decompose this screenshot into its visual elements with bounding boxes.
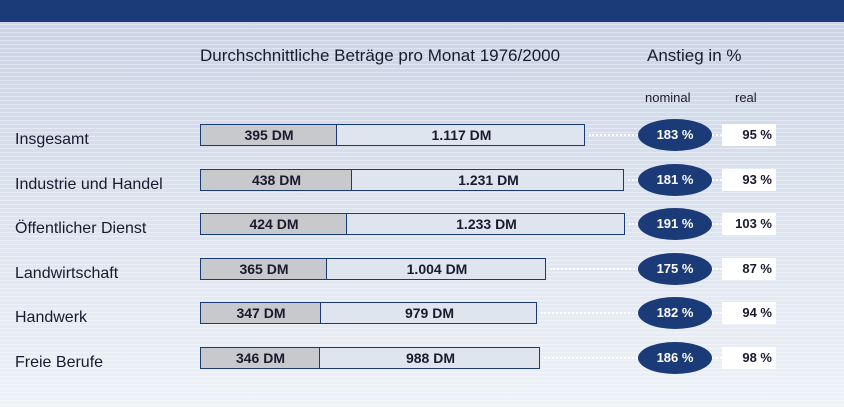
real-increase-box: 87 % (722, 258, 776, 280)
value-label-2000: 1.004 DM (406, 260, 468, 277)
value-label-2000: 1.231 DM (458, 171, 519, 188)
value-label-1976: 365 DM (239, 260, 289, 277)
bar (200, 124, 585, 146)
nominal-increase-badge: 175 % (638, 253, 712, 285)
value-label-1976: 347 DM (236, 305, 286, 322)
category-label: Öffentlicher Dienst (15, 220, 147, 238)
value-label-1976: 424 DM (249, 216, 299, 233)
category-label: Industrie und Handel (15, 175, 163, 193)
bar (200, 213, 625, 235)
bar (200, 258, 546, 280)
category-label: Insgesamt (15, 131, 89, 148)
header-bar (0, 0, 844, 22)
chart-title: Durchschnittliche Beträge pro Monat 1976/2000 (200, 46, 561, 65)
real-increase-box: 94 % (722, 302, 776, 324)
real-increase-box: 93 % (722, 169, 776, 191)
category-label: Handwerk (15, 309, 88, 327)
value-label-1976: 438 DM (251, 171, 302, 188)
value-label-2000: 1.117 DM (431, 127, 492, 143)
nominal-header: nominal (645, 90, 691, 105)
value-label-2000: 1.233 DM (456, 216, 517, 233)
value-label-2000: 979 DM (404, 305, 455, 322)
dotted-leader (712, 134, 722, 136)
real-increase-box: 98 % (722, 347, 776, 369)
bar (200, 169, 624, 191)
bar (200, 347, 540, 369)
dotted-leader (712, 357, 722, 359)
real-increase-box: 103 % (722, 213, 776, 235)
real-header: real (735, 90, 757, 105)
category-label: Landwirtschaft (15, 264, 119, 282)
increase-header: Anstieg in % (647, 46, 742, 65)
dotted-leader (544, 357, 642, 359)
value-label-1976: 395 DM (244, 127, 294, 143)
value-label-2000: 988 DM (405, 350, 456, 366)
bar (200, 302, 537, 324)
category-label: Freie Berufe (15, 354, 104, 371)
value-label-1976: 346 DM (235, 350, 286, 366)
dotted-leader (712, 312, 722, 314)
dotted-leader (712, 268, 722, 270)
nominal-increase-badge: 186 % (638, 342, 712, 374)
dotted-leader (589, 134, 642, 136)
dotted-leader (541, 312, 642, 314)
nominal-increase-badge: 183 % (638, 119, 712, 151)
nominal-increase-badge: 191 % (638, 208, 712, 240)
dotted-leader (550, 268, 642, 270)
dotted-leader (712, 179, 722, 181)
nominal-increase-badge: 181 % (638, 164, 712, 196)
dotted-leader (712, 223, 722, 225)
real-increase-box: 95 % (722, 124, 776, 146)
nominal-increase-badge: 182 % (638, 297, 712, 329)
